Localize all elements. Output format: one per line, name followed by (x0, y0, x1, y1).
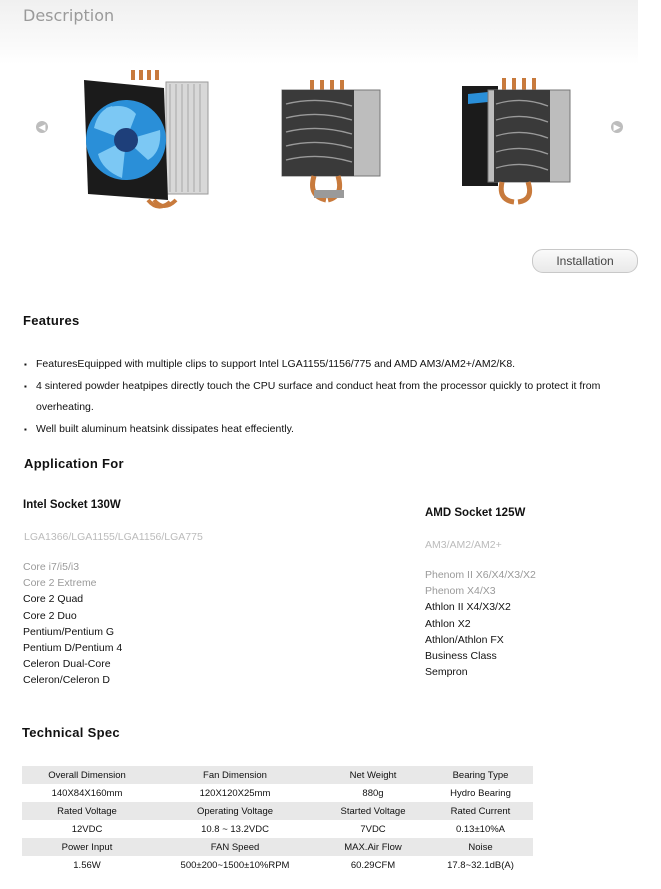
spec-value-row (22, 820, 533, 838)
spec-label: FAN Speed (152, 838, 318, 856)
list-item: Pentium D/Pentium 4 (23, 642, 123, 655)
description-title: Description (23, 6, 115, 25)
spec-label: Fan Dimension (152, 766, 318, 784)
spec-value: 500±200~1500±10%RPM (152, 856, 318, 874)
spec-value: 880g (318, 784, 428, 802)
list-item: Business Class (425, 650, 497, 663)
feature-item: ▪ 4 sintered powder heatpipes directly touch the CPU surface and conduct heat from the processor quickly to protect it from overheating. (24, 376, 636, 419)
spec-label: Started Voltage (318, 802, 428, 820)
spec-label: Overall Dimension (22, 766, 152, 784)
spec-value: Hydro Bearing (428, 784, 533, 802)
features-list (24, 354, 636, 440)
spec-label: Operating Voltage (152, 802, 318, 820)
carousel-next-icon[interactable]: ▶ (611, 121, 623, 133)
product-image-fan-front[interactable] (78, 70, 214, 212)
spec-value: 140X84X160mm (22, 784, 152, 802)
list-item: Core i7/i5/i3 (23, 561, 80, 573)
spec-value: 17.8~32.1dB(A) (428, 856, 533, 874)
spec-label: Rated Current (428, 802, 533, 820)
amd-sockets: AM3/AM2/AM2+ (425, 539, 502, 551)
installation-button[interactable]: Installation (532, 249, 638, 273)
spec-label: Net Weight (318, 766, 428, 784)
spec-value-row (22, 856, 533, 874)
technical-spec-table (22, 766, 533, 874)
spec-header-row (22, 838, 533, 856)
list-item: Athlon II X4/X3/X2 (425, 601, 511, 614)
list-item: Celeron Dual-Core (23, 658, 111, 671)
amd-socket-title: AMD Socket 125W (425, 507, 526, 519)
spec-label: Bearing Type (428, 766, 533, 784)
spec-value: 60.29CFM (318, 856, 428, 874)
carousel-prev-icon[interactable]: ◀ (36, 121, 48, 133)
intel-socket-title: Intel Socket 130W (23, 499, 121, 511)
features-heading: Features (23, 313, 80, 328)
list-item: Core 2 Quad (23, 593, 84, 606)
spec-label: Power Input (22, 838, 152, 856)
technical-spec-heading: Technical Spec (22, 725, 120, 740)
list-item: Pentium/Pentium G (23, 625, 115, 638)
spec-value: 1.56W (22, 856, 152, 874)
product-image-heatsink[interactable] (278, 78, 384, 206)
spec-value-row (22, 784, 533, 802)
spec-value: 0.13±10%A (428, 820, 533, 838)
spec-value: 12VDC (22, 820, 152, 838)
spec-value: 120X120X25mm (152, 784, 318, 802)
product-image-fan-rear[interactable] (458, 76, 574, 208)
spec-value: 7VDC (318, 820, 428, 838)
list-item: Celeron/Celeron D (23, 674, 110, 687)
spec-label: MAX.Air Flow (318, 838, 428, 856)
list-item: Sempron (425, 666, 468, 679)
list-item: Phenom X4/X3 (425, 585, 496, 598)
intel-processor-list (23, 559, 122, 689)
spec-header-row (22, 802, 533, 820)
intel-sockets: LGA1366/LGA1155/LGA1156/LGA775 (24, 531, 203, 543)
list-item: Athlon/Athlon FX (425, 633, 504, 646)
list-item: Core 2 Extreme (23, 577, 97, 590)
spec-value: 10.8 ~ 13.2VDC (152, 820, 318, 838)
application-heading: Application For (24, 456, 124, 471)
list-item: Core 2 Duo (23, 609, 77, 622)
amd-processor-list (425, 567, 536, 680)
feature-item: ▪ FeaturesEquipped with multiple clips to support Intel LGA1155/1156/775 and AMD AM3/AM2+/AM2/K8. (24, 354, 636, 376)
feature-item: ▪ Well built aluminum heatsink dissipates heat effeciently. (24, 419, 636, 441)
list-item: Phenom II X6/X4/X3/X2 (425, 569, 536, 581)
spec-label: Rated Voltage (22, 802, 152, 820)
list-item: Athlon X2 (425, 617, 471, 630)
spec-header-row (22, 766, 533, 784)
spec-label: Noise (428, 838, 533, 856)
